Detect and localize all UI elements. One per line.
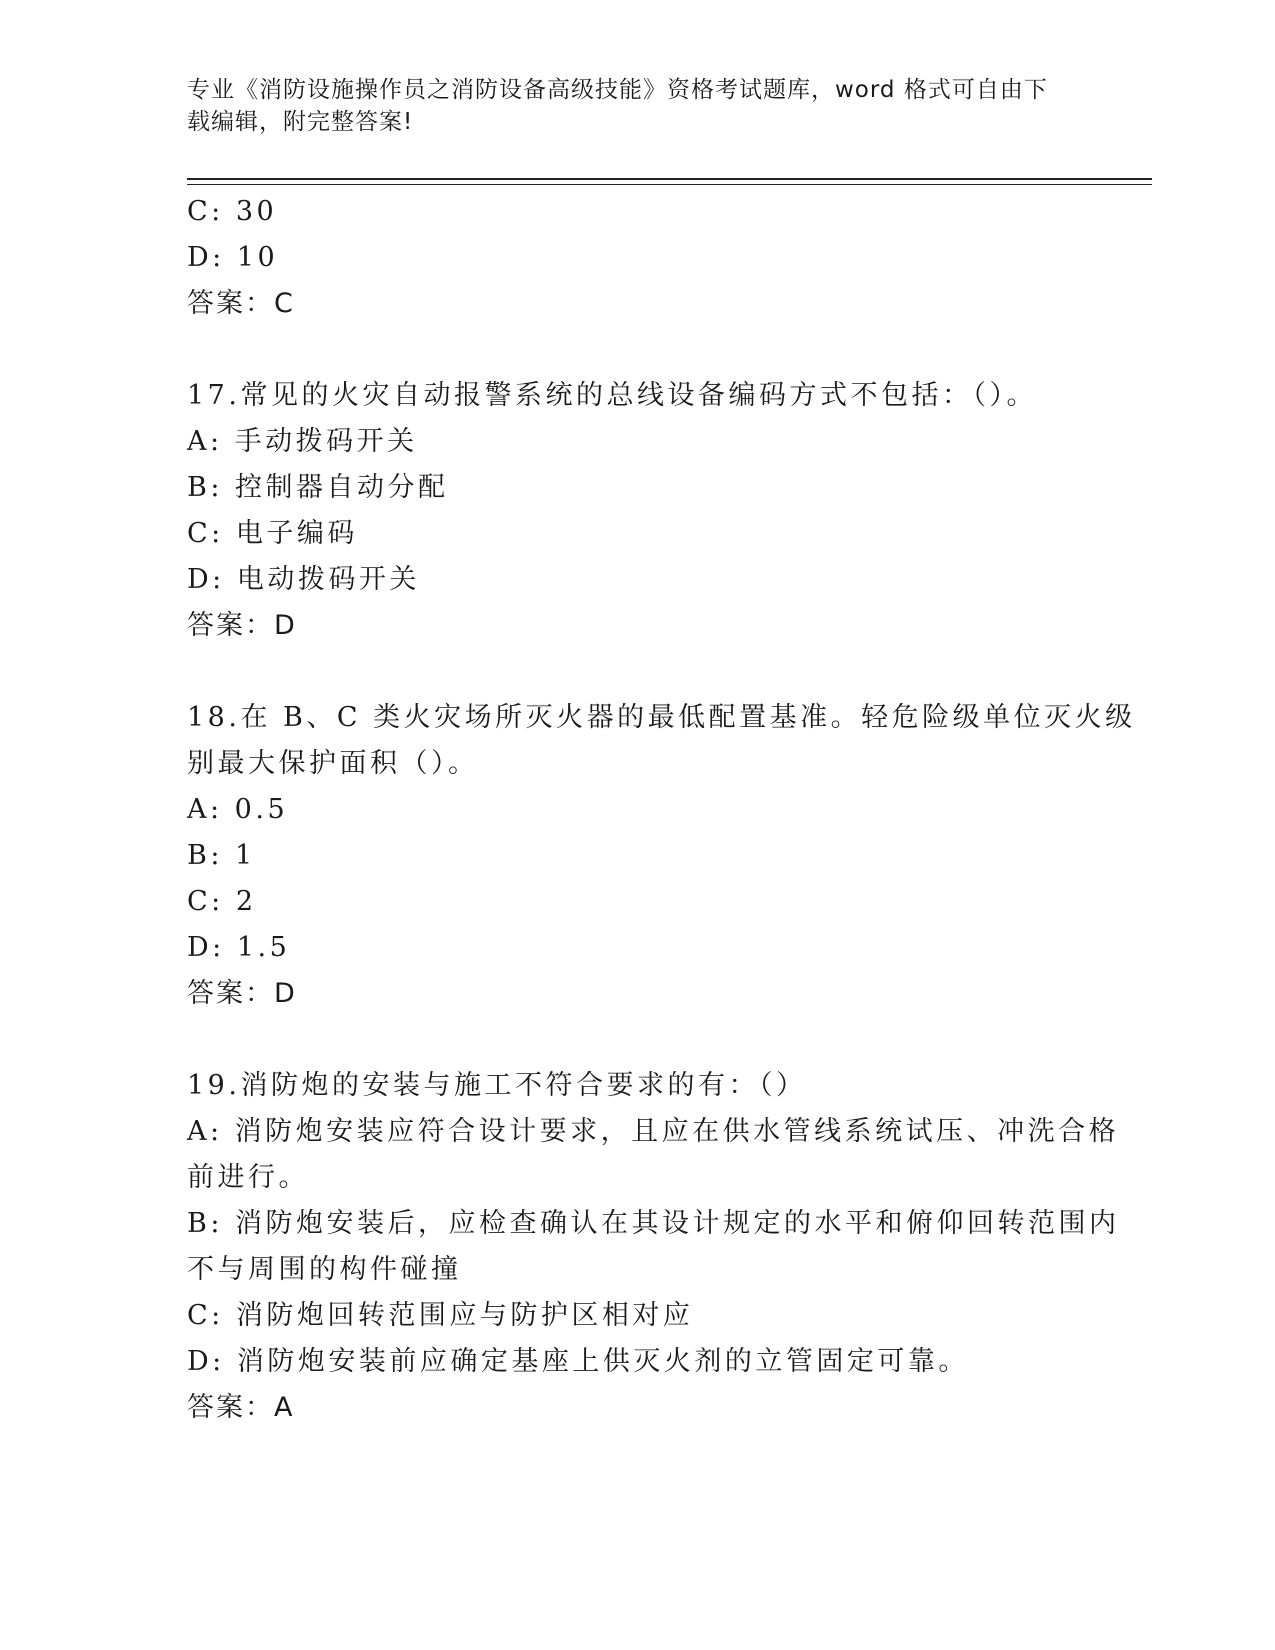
question-block-16-tail [187, 189, 1087, 327]
option-b: B: 1 [187, 840, 256, 871]
option-b-line-2: 不与周围的构件碰撞 [187, 1254, 462, 1285]
header-line-2: 载编辑，附完整答案! [187, 109, 414, 135]
option-a: A: 手动拨码开关 [187, 426, 418, 457]
option-a: A: 0.5 [187, 794, 289, 825]
question-text-line-2: 别最大保护面积（）。 [187, 748, 479, 779]
header-rule-thick [187, 178, 1152, 180]
option-b: B: 控制器自动分配 [187, 472, 449, 503]
option-d: D: 电动拨码开关 [187, 564, 420, 595]
header-rule-thin [187, 184, 1152, 185]
question-text: 17.常见的火灾自动报警系统的总线设备编码方式不包括：（）。 [187, 380, 1037, 411]
answer-label: 答案：D [187, 610, 297, 641]
spacer [187, 327, 1087, 373]
spacer [187, 1017, 1087, 1063]
option-d: D: 10 [187, 242, 279, 273]
option-b-line-1: B: 消防炮安装后，应检查确认在其设计规定的水平和俯仰回转范围内 [187, 1208, 1120, 1239]
answer-label: 答案：D [187, 978, 297, 1009]
header-line-1: 专业《消防设施操作员之消防设备高级技能》资格考试题库，word 格式可自由下 [187, 77, 1048, 103]
option-d: D: 消防炮安装前应确定基座上供灭火剂的立管固定可靠。 [187, 1346, 969, 1377]
question-block-18 [187, 695, 1136, 1017]
question-text: 19.消防炮的安装与施工不符合要求的有：（） [187, 1070, 807, 1101]
option-a-line-1: A: 消防炮安装应符合设计要求，且应在供水管线系统试压、冲洗合格 [187, 1116, 1120, 1147]
option-c: C: 2 [187, 886, 257, 917]
option-a-line-2: 前进行。 [187, 1162, 309, 1193]
document-header [187, 74, 1067, 138]
answer-label: 答案：A [187, 1392, 295, 1423]
option-d: D: 1.5 [187, 932, 291, 963]
spacer [187, 649, 1087, 695]
option-c: C: 电子编码 [187, 518, 358, 549]
document-body [187, 189, 1136, 1431]
option-c: C: 30 [187, 196, 278, 227]
question-block-19 [187, 1063, 1120, 1431]
option-c: C: 消防炮回转范围应与防护区相对应 [187, 1300, 694, 1331]
answer-label: 答案：C [187, 288, 295, 319]
question-text-line-1: 18.在 B、C 类火灾场所灭火器的最低配置基准。轻危险级单位灭火级 [187, 702, 1136, 733]
question-block-17 [187, 373, 1087, 649]
